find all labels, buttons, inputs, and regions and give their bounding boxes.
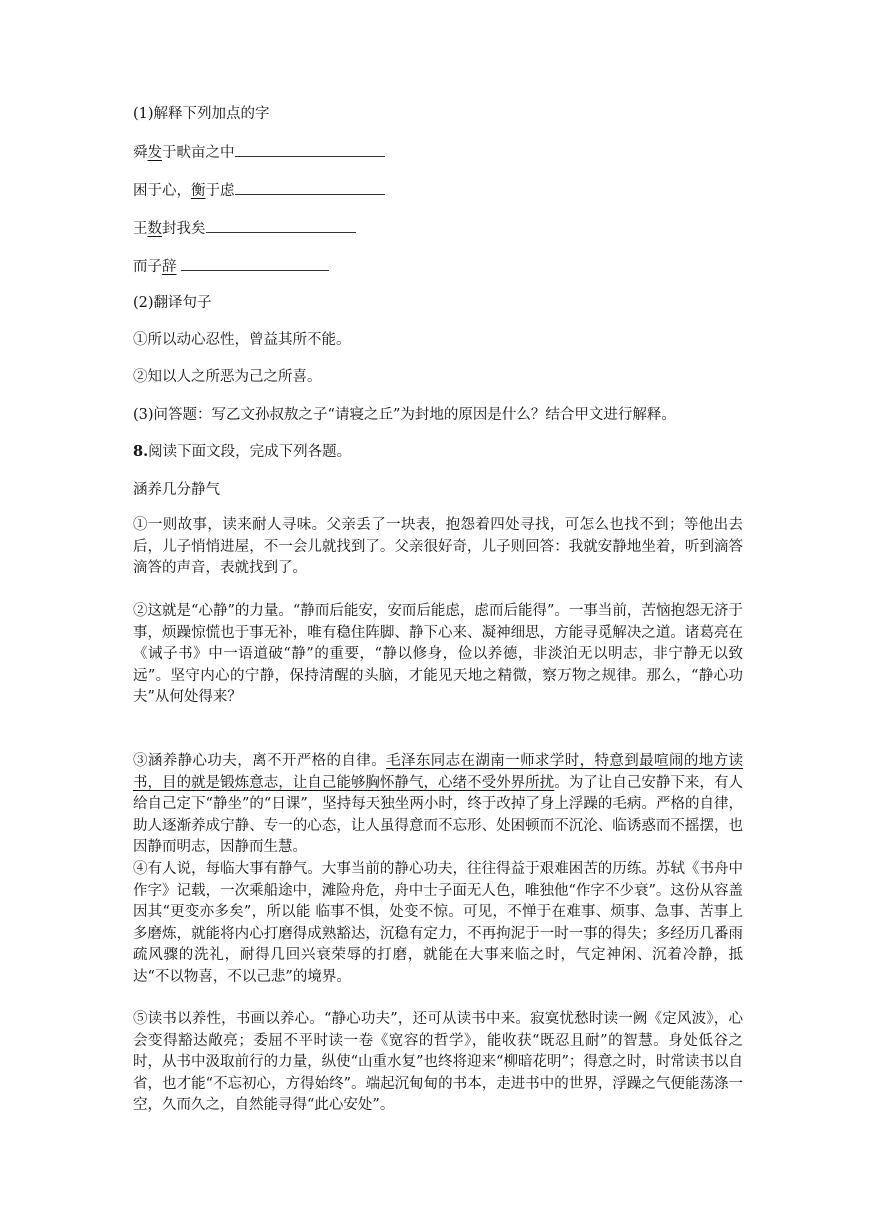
q1-heading: (1)解释下列加点的字	[133, 106, 270, 122]
q1-item-4: 而子辞	[133, 256, 329, 277]
answer-blank[interactable]	[235, 180, 385, 195]
dotted-char: 辞	[162, 259, 177, 275]
q1-item-3: 王数封我矣	[133, 218, 356, 239]
dotted-char: 衡	[191, 183, 206, 199]
q8-heading: 8.阅读下面文段，完成下列各题。	[133, 443, 352, 460]
passage-paragraph-1: ①一则故事，读来耐人寻味。父亲丢了一块表，抱怨着四处寻找，可怎么也找不到；等他出去后，儿子悄悄进屋，不一会儿就找到了。父亲很好奇，儿子则回答：我就安静地坐着，听到滴答滴答的声音，表就找到了。	[133, 517, 743, 576]
q2-heading: (2)翻译句子	[133, 295, 212, 311]
question-number: 8.	[133, 443, 149, 460]
q2-sentence-1: ①所以动心忍性，曾益其所不能。	[133, 332, 351, 348]
passage-paragraph-2: ②这就是“心静”的力量。“静而后能安，安而后能虑，虑而后能得”。一事当前，苦恼抱怨无济于事，烦躁惊慌也于事无补，唯有稳住阵脚、静下心来、凝神细思，方能寻觅解决之道。诸葛亮在《诫子书》中一语道破“静”的重要，“静以修身，俭以养德，非淡泊无以明志，非宁静无以致远”。坚守内心的宁静，保持清醒的头脑，才能见天地之精微，察万物之规律。那么，“静心功夫”从何处得来？	[133, 603, 743, 705]
dotted-char: 数	[147, 221, 162, 237]
answer-blank[interactable]	[181, 256, 329, 271]
underlined-sentence: 毛泽东同志在湖南一师求学时，特意到最喧闹的地方读书，目的就是锻炼意志，让自己能够胸怀静气，心绪不受外界所扰	[133, 753, 744, 791]
passage-paragraph-5: ⑤读书以养性，书画以养心。“静心功夫”，还可从读书中来。寂寞忧愁时读一阙《定风波》，心会变得豁达敞亮；委屈不平时读一卷《宽容的哲学》，能收获“既忍且耐”的智慧。身处低谷之时，从书中汲取前行的力量，纵使“山重水复”也终将迎来“柳暗花明”；得意之时，时常读书以自省，也才能“不忘初心，方得始终”。端起沉甸甸的书本，走进书中的世界，浮躁之气便能荡涤一空，久而久之，自然能寻得“此心安处”。	[133, 1011, 743, 1113]
answer-blank[interactable]	[206, 218, 356, 233]
q3-question: (3)问答题：写乙文孙叔敖之子“请寝之丘”为封地的原因是什么？结合甲文进行解释。	[133, 407, 676, 423]
q1-item-2: 困于心，衡于虑	[133, 180, 385, 201]
q1-item-1: 舜发于畎亩之中	[133, 142, 385, 163]
q2-sentence-2: ②知以人之所恶为己之所喜。	[133, 369, 322, 385]
answer-blank[interactable]	[235, 142, 385, 157]
passage-title: 涵养几分静气	[133, 482, 220, 498]
passage-paragraph-4: ④有人说，每临大事有静气。大事当前的静心功夫，往往得益于艰难困苦的历练。苏轼《书舟中作字》记载，一次乘船途中，滩险舟危，舟中士子面无人色，唯独他“作字不少衰”。这份从容盖因其“更变亦多矣”，所以能 临事不惧，处变不惊。可见，不惮于在难事、烦事、急事、苦事上多磨炼，就能将内心打磨得成熟豁达，沉稳有定力，不再拘泥于一时一事的得失；多经历几番雨疏风骤的洗礼，耐得几回兴衰荣辱的打磨，就能在大事来临之时，气定神闲、沉着冷静，抵达“不以物喜，不以己悲”的境界。	[133, 861, 743, 985]
passage-paragraph-3: ③涵养静心功夫，离不开严格的自律。毛泽东同志在湖南一师求学时，特意到最喧闹的地方读书，目的就是锻炼意志，让自己能够胸怀静气，心绪不受外界所扰。为了让自己安静下来，有人给自己定下“静坐”的“日课”，坚持每天独坐两小时，终于改掉了身上浮躁的毛病。严格的自律，助人逐渐养成宁静、专一的心态，让人虽得意而不忘形、处困顿而不沉沦、临诱惑而不摇摆，也因静而明志，因静而生慧。	[133, 753, 744, 855]
dotted-char: 发	[147, 145, 162, 161]
